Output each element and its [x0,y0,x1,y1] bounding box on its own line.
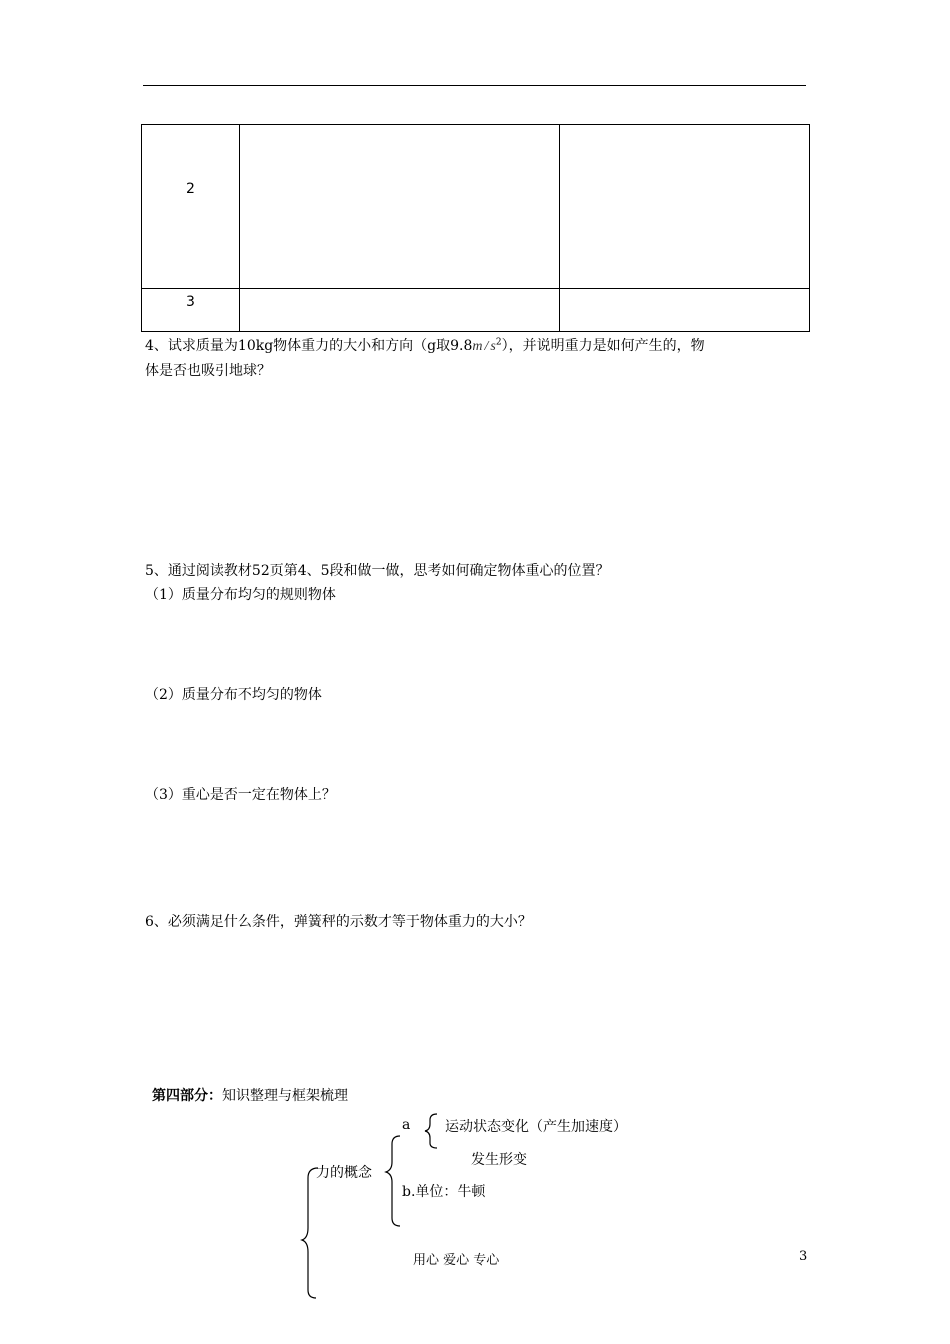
unit-second: s [490,339,496,354]
unit-meter: m [472,339,483,354]
unit-slash: / [484,339,489,354]
question-4-line-2: 体是否也吸引地球？ [145,363,271,379]
tree-a-label: a [402,1117,411,1133]
page-number: 3 [799,1249,808,1264]
part-4-title: 知识整理与框架梳理 [222,1088,348,1104]
footer-motto: 用心 爱心 专心 [413,1253,500,1268]
tree-a-item-1: 运动状态变化（产生加速度） [445,1119,627,1135]
question-5-title: 5、通过阅读教材52页第4、5段和做一做，思考如何确定物体重心的位置？ [145,563,610,579]
row-number: 2 [142,125,240,289]
outer-brace [302,1168,318,1298]
question-5-sub-1: （1）质量分布均匀的规则物体 [145,587,336,603]
tree-b-label: b.单位：牛顿 [402,1184,486,1200]
question-5-sub-2: （2）质量分布不均匀的物体 [145,687,322,703]
unit-exponent: 2 [495,337,502,348]
row-number: 3 [142,289,240,332]
question-4-text: 4、试求质量为10kg物体重力的大小和方向（g取9.8 [145,338,473,354]
a-brace [425,1114,437,1148]
question-5-sub-3: （3）重心是否一定在物体上？ [145,787,336,803]
question-6-title: 6、必须满足什么条件，弹簧秤的示数才等于物体重力的大小？ [145,914,532,930]
tree-a-item-2: 发生形变 [471,1152,527,1168]
question-4-text-cont: ），并说明重力是如何产生的，物 [501,338,705,354]
concept-brace [386,1136,400,1226]
part-4-label: 第四部分： [152,1088,222,1104]
tree-root: 力的概念 [316,1165,372,1181]
